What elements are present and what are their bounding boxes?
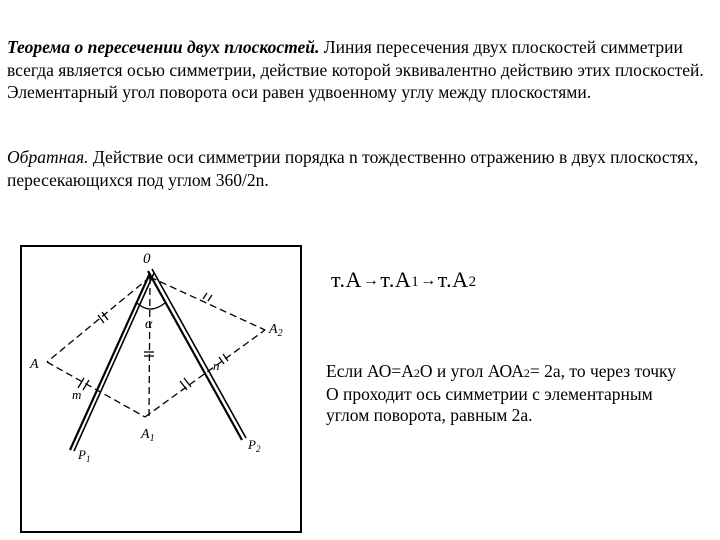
label-m: m <box>72 387 82 402</box>
transformation-chain: т.А→т.А1→т.А2 <box>331 267 477 292</box>
symmetry-planes-figure <box>20 245 302 533</box>
label-a2: $A_2$ <box>269 322 283 339</box>
label-p1: $P_1$ <box>78 447 91 464</box>
converse-text: Действие оси симметрии порядка n тождественно отражению в двух плоскостях, пересекающихся под углом 360/2n. <box>7 147 699 190</box>
figure-frame <box>21 246 301 532</box>
theorem-paragraph <box>7 36 712 104</box>
label-o: 0 <box>143 251 151 267</box>
plane-p1-line <box>70 273 150 450</box>
label-a1: $A_1$ <box>141 427 155 444</box>
converse-title: Обратная. <box>7 147 89 167</box>
note-paragraph: Если АО=А2О и угол АОА2= 2а, то через точку О проходит ось симметрии с элементарным углом поворота, равным 2а. <box>326 361 677 425</box>
arrow-icon: → <box>420 272 437 289</box>
theorem-title: Теорема о пересечении двух плоскостей. <box>7 37 320 57</box>
converse-paragraph <box>7 146 712 191</box>
theorem-text: Линия пересечения двух плоскостей симметрии всегда является осью симметрии, действие которой эквивалентно действию этих плоскостей. Элементарный угол поворота оси равен удвоенному углу между плоскостями. <box>7 37 704 102</box>
angle-arc <box>137 303 165 309</box>
plane-p2-line <box>148 271 242 440</box>
arrow-icon: → <box>362 272 380 289</box>
label-a: A <box>30 357 39 372</box>
label-n: n <box>213 358 220 373</box>
label-alpha: α <box>145 317 153 332</box>
label-p2: $P_2$ <box>248 437 261 454</box>
